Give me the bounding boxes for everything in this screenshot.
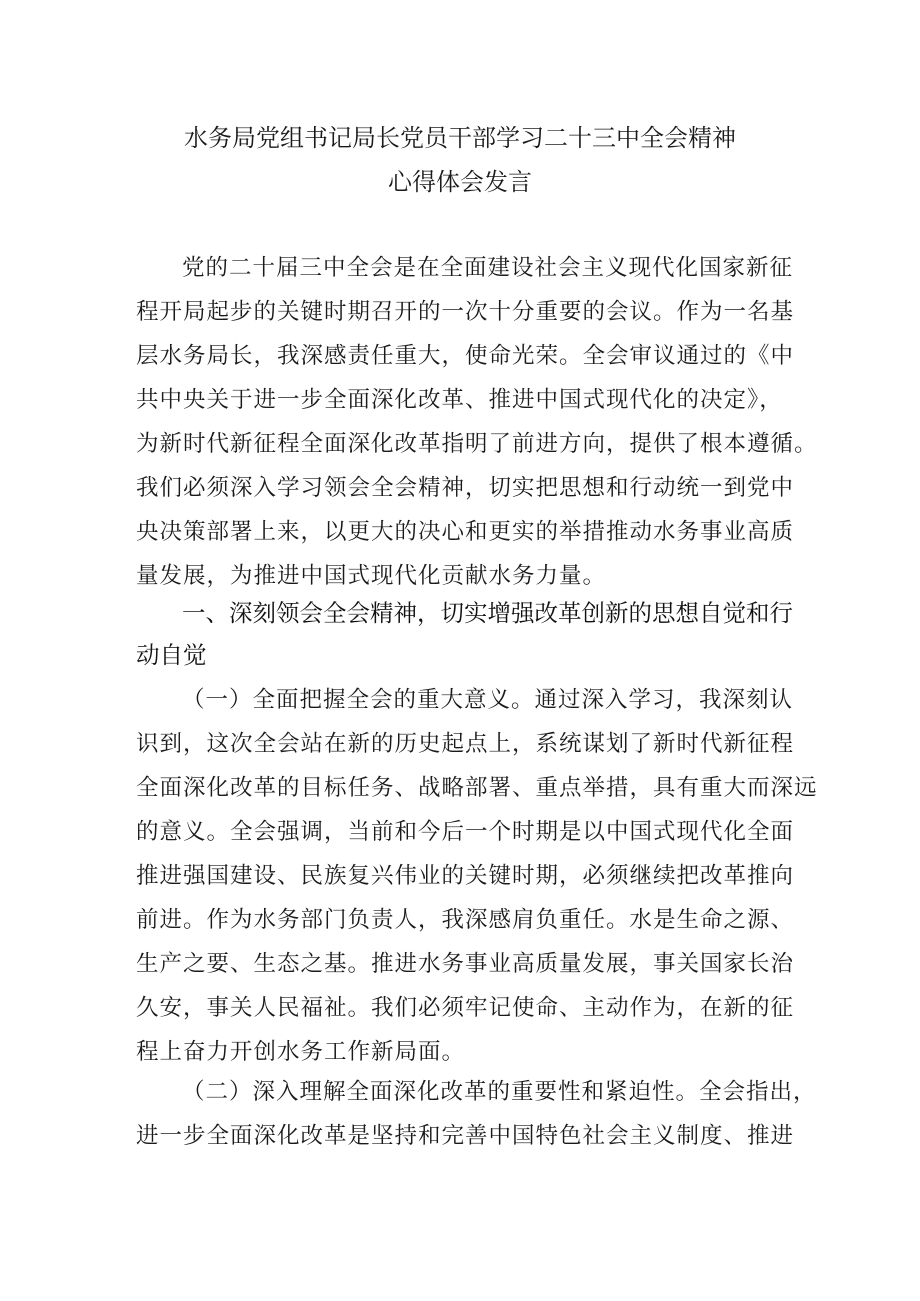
paragraph-line: 共中央关于进一步全面深化改革、推进中国式现代化的决定》， [136,387,783,413]
subsection-paragraph-1 [136,678,818,1074]
intro-paragraph [136,246,818,598]
paragraph-line: 程开局起步的关键时期召开的一次十分重要的会议。作为一名基 [136,299,795,325]
heading-line: 一、深刻领会全会精神，切实增强改革创新的思想自觉和行 [182,599,793,627]
paragraph-line: 久安，事关人民福祉。我们必须牢记使命、主动作为，在新的征 [136,995,795,1021]
paragraph-line: 党的二十届三中全会是在全面建设社会主义现代化国家新征 [182,255,794,281]
paragraph-line: 的意义。全会强调，当前和今后一个时期是以中国式现代化全面 [136,819,795,845]
paragraph-line: 层水务局长，我深感责任重大，使命光荣。全会审议通过的《中 [136,343,795,369]
heading-line: 动自觉 [136,641,207,669]
paragraph-line: 生产之要、生态之基。推进水务事业高质量发展，事关国家长治 [136,951,795,977]
paragraph-line: 推进强国建设、民族复兴伟业的关键时期，必须继续把改革推向 [136,863,795,889]
paragraph-line: （一）全面把握全会的重大意义。通过深入学习，我深刻认 [182,687,794,713]
document-title-line-2: 心得体会发言 [388,168,532,196]
paragraph-line: 量发展，为推进中国式现代化贡献水务力量。 [136,563,607,589]
subsection-paragraph-2 [136,1070,817,1158]
paragraph-line: 程上奋力开创水务工作新局面。 [136,1039,466,1065]
paragraph-line: 我们必须深入学习领会全会精神，切实把思想和行动统一到党中 [136,475,795,501]
paragraph-line: 央决策部署上来，以更大的决心和更实的举措推动水务事业高质 [136,519,795,545]
paragraph-line: 为新时代新征程全面深化改革指明了前进方向，提供了根本遵循。 [136,431,818,457]
paragraph-line: （二）深入理解全面深化改革的重要性和紧迫性。全会指出， [182,1079,817,1105]
section-heading-1 [136,592,796,676]
paragraph-line: 识到，这次全会站在新的历史起点上，系统谋划了新时代新征程 [136,731,795,757]
paragraph-line: 进一步全面深化改革是坚持和完善中国特色社会主义制度、推进 [136,1123,795,1149]
paragraph-line: 全面深化改革的目标任务、战略部署、重点举措，具有重大而深远 [136,775,818,801]
document-title-line-1: 水务局党组书记局长党员干部学习二十三中全会精神 [184,124,736,152]
paragraph-line: 前进。作为水务部门负责人，我深感肩负重任。水是生命之源、 [136,907,795,933]
